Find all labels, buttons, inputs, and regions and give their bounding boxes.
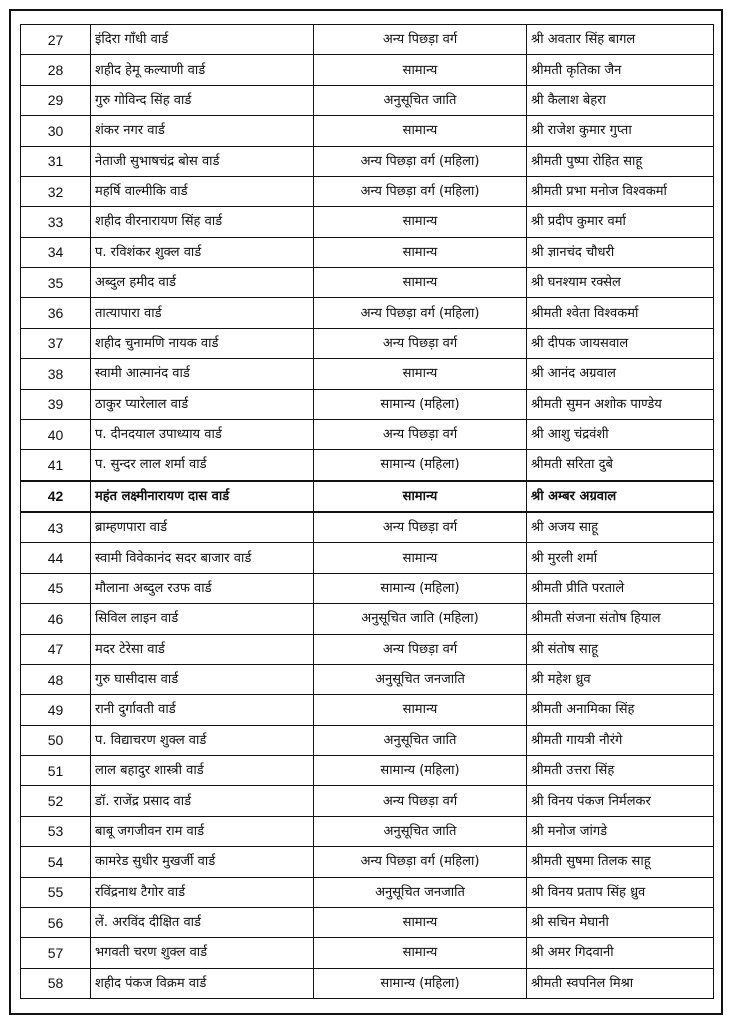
ward-name: रानी दुर्गावती वार्ड: [91, 695, 314, 725]
ward-name: स्वामी विवेकानंद सदर बाजार वार्ड: [91, 543, 314, 573]
ward-name: ठाकुर प्यारेलाल वार्ड: [91, 389, 314, 419]
councillor-name: श्रीमती स्वपनिल मिश्रा: [527, 968, 714, 998]
ward-name: शहीद पंकज विक्रम वार्ड: [91, 968, 314, 998]
ward-name: गुरु गोविन्द सिंह वार्ड: [91, 85, 314, 115]
ward-name: तात्यापारा वार्ड: [91, 298, 314, 328]
ward-name: सिविल लाइन वार्ड: [91, 604, 314, 634]
table-row: [21, 543, 714, 573]
ward-number: 48: [21, 664, 91, 694]
councillor-name: श्रीमती उत्तरा सिंह: [527, 756, 714, 786]
councillor-name: श्री दीपक जायसवाल: [527, 328, 714, 358]
councillor-name: श्री ज्ञानचंद चौधरी: [527, 237, 714, 267]
table-row: [21, 116, 714, 146]
councillor-name: श्रीमती प्रभा मनोज विश्वकर्मा: [527, 176, 714, 206]
table-row: [21, 847, 714, 877]
ward-number: 51: [21, 756, 91, 786]
councillor-name: श्री राजेश कुमार गुप्ता: [527, 116, 714, 146]
table-row: [21, 968, 714, 998]
ward-name: स्वामी आत्मानंद वार्ड: [91, 359, 314, 389]
reservation-category: सामान्य: [314, 907, 527, 937]
ward-name: प. दीनदयाल उपाध्याय वार्ड: [91, 419, 314, 449]
ward-number: 44: [21, 543, 91, 573]
table-row: [21, 695, 714, 725]
reservation-category: अनुसूचित जनजाति: [314, 664, 527, 694]
table-row: [21, 146, 714, 176]
table-row: [21, 389, 714, 419]
councillor-name: श्री महेश ध्रुव: [527, 664, 714, 694]
councillor-name: श्री संतोष साहू: [527, 634, 714, 664]
councillor-name: श्री प्रदीप कुमार वर्मा: [527, 207, 714, 237]
reservation-category: अन्य पिछड़ा वर्ग: [314, 786, 527, 816]
table-row: [21, 25, 714, 55]
ward-number: 50: [21, 725, 91, 755]
ward-name: लाल बहादुर शास्त्री वार्ड: [91, 756, 314, 786]
table-row: [21, 55, 714, 85]
ward-name: मदर टेरेसा वार्ड: [91, 634, 314, 664]
table-row: [21, 816, 714, 846]
ward-number: 34: [21, 237, 91, 267]
reservation-category: सामान्य: [314, 116, 527, 146]
reservation-category: सामान्य: [314, 938, 527, 968]
councillor-name: श्री अमर गिदवानी: [527, 938, 714, 968]
ward-number: 54: [21, 847, 91, 877]
table-row: [21, 207, 714, 237]
ward-name: डॉ. राजेंद्र प्रसाद वार्ड: [91, 786, 314, 816]
ward-number: 40: [21, 419, 91, 449]
reservation-category: अन्य पिछड़ा वर्ग (महिला): [314, 176, 527, 206]
table-row: [21, 298, 714, 328]
ward-number: 41: [21, 450, 91, 481]
reservation-category: सामान्य (महिला): [314, 968, 527, 998]
reservation-category: सामान्य (महिला): [314, 450, 527, 481]
reservation-category: अन्य पिछड़ा वर्ग: [314, 328, 527, 358]
table-row: [21, 938, 714, 968]
reservation-category: अनुसूचित जाति: [314, 85, 527, 115]
councillor-name: श्री आनंद अग्रवाल: [527, 359, 714, 389]
ward-number: 49: [21, 695, 91, 725]
reservation-category: सामान्य (महिला): [314, 756, 527, 786]
councillor-name: श्रीमती प्रीति परताले: [527, 573, 714, 603]
ward-name: शहीद वीरनारायण सिंह वार्ड: [91, 207, 314, 237]
councillor-name: श्री आशु चंद्रवंशी: [527, 419, 714, 449]
reservation-category: सामान्य: [314, 55, 527, 85]
councillor-name: श्रीमती संजना संतोष हियाल: [527, 604, 714, 634]
reservation-category: सामान्य: [314, 207, 527, 237]
reservation-category: सामान्य: [314, 543, 527, 573]
reservation-category: अन्य पिछड़ा वर्ग (महिला): [314, 146, 527, 176]
councillor-name: श्रीमती पुष्पा रोहित साहू: [527, 146, 714, 176]
councillor-name: श्री कैलाश बेहरा: [527, 85, 714, 115]
councillor-name: श्री घनश्याम रक्सेल: [527, 268, 714, 298]
table-row: [21, 359, 714, 389]
ward-number: 53: [21, 816, 91, 846]
table-row: [21, 268, 714, 298]
reservation-category: सामान्य: [314, 237, 527, 267]
ward-name: प. सुन्दर लाल शर्मा वार्ड: [91, 450, 314, 481]
ward-name: प. विद्याचरण शुक्ल वार्ड: [91, 725, 314, 755]
ward-name: नेताजी सुभाषचंद्र बोस वार्ड: [91, 146, 314, 176]
councillor-name: श्रीमती श्वेता विश्वकर्मा: [527, 298, 714, 328]
reservation-category: अन्य पिछड़ा वर्ग: [314, 634, 527, 664]
ward-name: महंत लक्ष्मीनारायण दास वार्ड: [91, 481, 314, 512]
ward-name: अब्दुल हमीद वार्ड: [91, 268, 314, 298]
ward-reservation-table: [20, 24, 714, 999]
ward-number: 58: [21, 968, 91, 998]
ward-name: कामरेड सुधीर मुखर्जी वार्ड: [91, 847, 314, 877]
table-row: [21, 634, 714, 664]
ward-number: 30: [21, 116, 91, 146]
table-row: [21, 573, 714, 603]
ward-number: 46: [21, 604, 91, 634]
ward-number: 37: [21, 328, 91, 358]
table-row: [21, 419, 714, 449]
ward-number: 32: [21, 176, 91, 206]
ward-number: 57: [21, 938, 91, 968]
ward-number: 56: [21, 907, 91, 937]
councillor-name: श्रीमती सुमन अशोक पाण्डेय: [527, 389, 714, 419]
ward-number: 33: [21, 207, 91, 237]
ward-name: रविंद्रनाथ टैगोर वार्ड: [91, 877, 314, 907]
councillor-name: श्रीमती सुषमा तिलक साहू: [527, 847, 714, 877]
ward-name: प. रविशंकर शुक्ल वार्ड: [91, 237, 314, 267]
reservation-category: सामान्य: [314, 359, 527, 389]
table-row: [21, 512, 714, 543]
table-row: [21, 176, 714, 206]
table-row: [21, 664, 714, 694]
table-row: [21, 85, 714, 115]
ward-number: 38: [21, 359, 91, 389]
ward-name: ब्राम्हणपारा वार्ड: [91, 512, 314, 543]
reservation-category: सामान्य (महिला): [314, 389, 527, 419]
reservation-category: सामान्य: [314, 481, 527, 512]
table-row: [21, 907, 714, 937]
ward-number: 43: [21, 512, 91, 543]
ward-number: 35: [21, 268, 91, 298]
reservation-category: अन्य पिछड़ा वर्ग (महिला): [314, 847, 527, 877]
reservation-category: अनुसूचित जनजाति: [314, 877, 527, 907]
councillor-name: श्री मनोज जांगडे: [527, 816, 714, 846]
ward-name: भगवती चरण शुक्ल वार्ड: [91, 938, 314, 968]
ward-number: 55: [21, 877, 91, 907]
ward-name: इंदिरा गाँधी वार्ड: [91, 25, 314, 55]
councillor-name: श्री मुरली शर्मा: [527, 543, 714, 573]
reservation-category: सामान्य (महिला): [314, 573, 527, 603]
councillor-name: श्री विनय प्रताप सिंह ध्रुव: [527, 877, 714, 907]
ward-number: 42: [21, 481, 91, 512]
ward-number: 45: [21, 573, 91, 603]
table-row: [21, 481, 714, 512]
reservation-category: अनुसूचित जाति: [314, 816, 527, 846]
table-row: [21, 450, 714, 481]
councillor-name: श्री अम्बर अग्रवाल: [527, 481, 714, 512]
reservation-category: सामान्य: [314, 268, 527, 298]
councillor-name: श्री अवतार सिंह बागल: [527, 25, 714, 55]
reservation-category: अन्य पिछड़ा वर्ग (महिला): [314, 298, 527, 328]
reservation-category: अन्य पिछड़ा वर्ग: [314, 25, 527, 55]
ward-number: 28: [21, 55, 91, 85]
ward-name: गुरु घासीदास वार्ड: [91, 664, 314, 694]
ward-number: 31: [21, 146, 91, 176]
reservation-category: अन्य पिछड़ा वर्ग: [314, 419, 527, 449]
reservation-category: अन्य पिछड़ा वर्ग: [314, 512, 527, 543]
table-row: [21, 877, 714, 907]
ward-number: 29: [21, 85, 91, 115]
ward-name: लें. अरविंद दीक्षित वार्ड: [91, 907, 314, 937]
councillor-name: श्रीमती सरिता दुबे: [527, 450, 714, 481]
reservation-category: अनुसूचित जाति (महिला): [314, 604, 527, 634]
ward-name: शंकर नगर वार्ड: [91, 116, 314, 146]
councillor-name: श्री सचिन मेघानी: [527, 907, 714, 937]
ward-name: बाबू जगजीवन राम वार्ड: [91, 816, 314, 846]
councillor-name: श्री अजय साहू: [527, 512, 714, 543]
councillor-name: श्रीमती कृतिका जैन: [527, 55, 714, 85]
ward-name: मौलाना अब्दुल रउफ वार्ड: [91, 573, 314, 603]
councillor-name: श्री विनय पंकज निर्मलकर: [527, 786, 714, 816]
ward-number: 39: [21, 389, 91, 419]
ward-number: 52: [21, 786, 91, 816]
reservation-category: अनुसूचित जाति: [314, 725, 527, 755]
table-row: [21, 237, 714, 267]
ward-name: महर्षि वाल्मीकि वार्ड: [91, 176, 314, 206]
table-row: [21, 786, 714, 816]
table-row: [21, 604, 714, 634]
ward-name: शहीद हेमू कल्याणी वार्ड: [91, 55, 314, 85]
councillor-name: श्रीमती गायत्री नौरंगे: [527, 725, 714, 755]
ward-name: शहीद चुनामणि नायक वार्ड: [91, 328, 314, 358]
table-row: [21, 725, 714, 755]
table-row: [21, 328, 714, 358]
ward-number: 27: [21, 25, 91, 55]
table-body: [21, 25, 714, 999]
reservation-category: सामान्य: [314, 695, 527, 725]
ward-number: 36: [21, 298, 91, 328]
ward-number: 47: [21, 634, 91, 664]
table-row: [21, 756, 714, 786]
councillor-name: श्रीमती अनामिका सिंह: [527, 695, 714, 725]
